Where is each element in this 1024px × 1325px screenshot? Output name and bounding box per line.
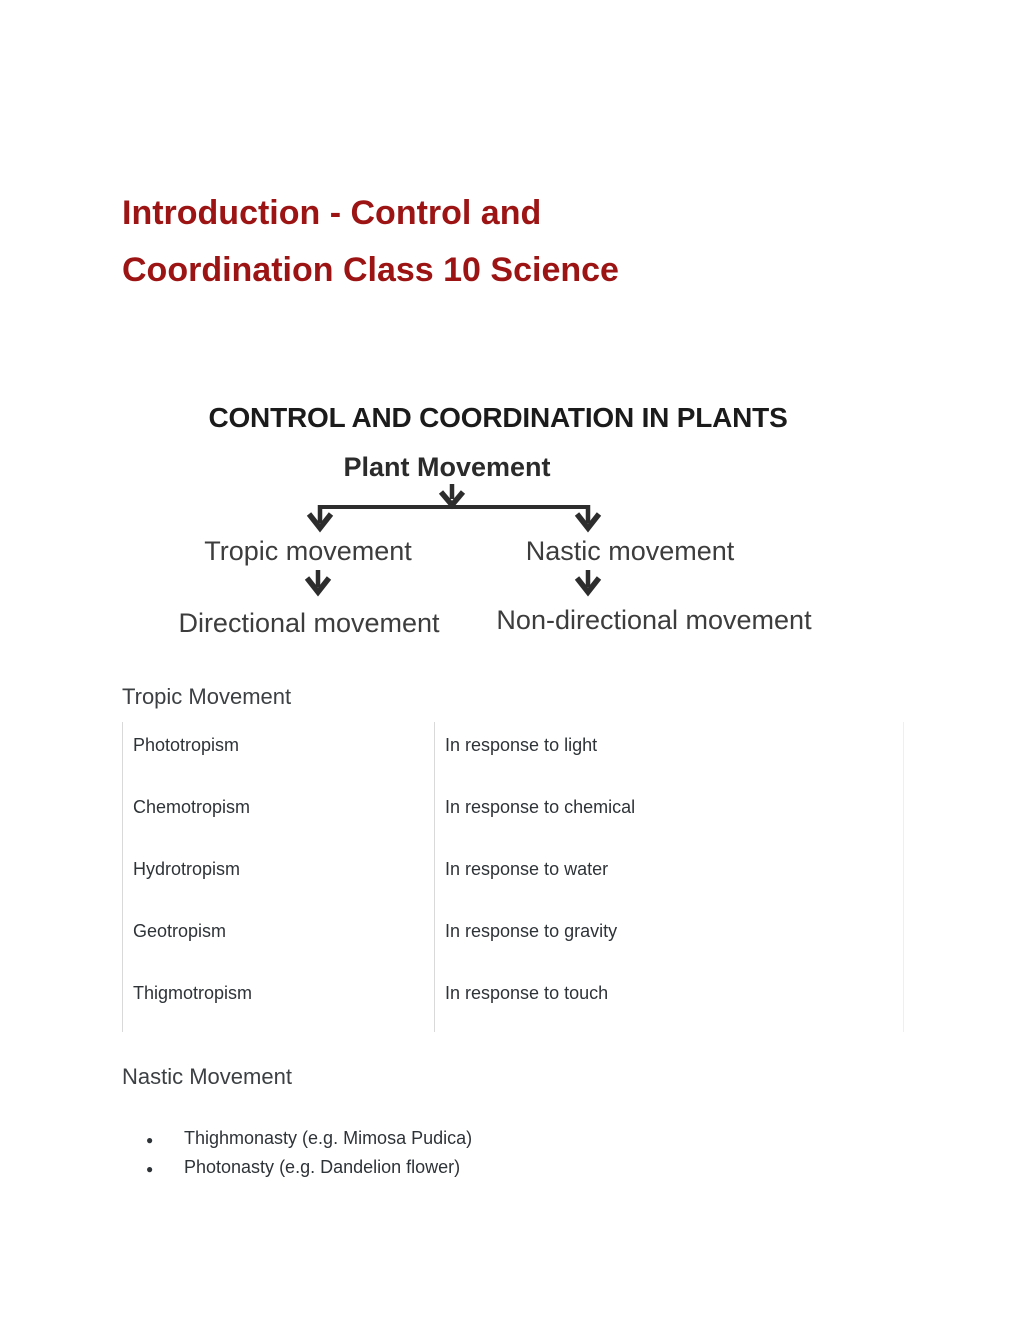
table-cell-term: Geotropism [133, 921, 227, 941]
bullet-icon [146, 1126, 184, 1155]
table-row [123, 908, 903, 970]
page-title-line-1: Introduction - Control and [122, 194, 542, 232]
table-row [123, 722, 903, 784]
table-row [123, 846, 903, 908]
list-item [146, 1153, 472, 1182]
table-cell-term: Thigmotropism [133, 983, 253, 1003]
diagram-node-non-directional: Non-directional movement [496, 605, 812, 635]
section-heading-tropic-movement: Tropic Movement [122, 684, 292, 709]
table-cell-term: Hydrotropism [133, 859, 241, 879]
nastic-movement-list [146, 1124, 472, 1182]
list-item-text: Photonasty (e.g. Dandelion flower) [184, 1157, 461, 1177]
bullet-icon [146, 1155, 184, 1184]
list-item-text: Thighmonasty (e.g. Mimosa Pudica) [184, 1128, 473, 1148]
diagram-root-node: Plant Movement [343, 452, 551, 482]
diagram-node-nastic: Nastic movement [525, 536, 735, 566]
table-cell-definition: In response to touch [434, 970, 903, 1032]
table-cell-term: Phototropism [133, 735, 240, 755]
tropic-movement-table [122, 722, 904, 1032]
table-row [123, 784, 903, 846]
table-cell-definition: In response to gravity [434, 908, 903, 970]
diagram-heading: CONTROL AND COORDINATION IN PLANTS [208, 402, 788, 433]
table-row [123, 970, 903, 1032]
table-cell-term: Chemotropism [133, 797, 251, 817]
page-title [122, 185, 619, 299]
list-item [146, 1124, 472, 1153]
table-cell-definition: In response to chemical [434, 784, 903, 846]
diagram-node-directional: Directional movement [178, 608, 440, 638]
table-cell-definition: In response to light [434, 722, 903, 784]
diagram-node-tropic: Tropic movement [204, 536, 412, 566]
page-title-line-2: Coordination Class 10 Science [122, 251, 619, 289]
table-cell-definition: In response to water [434, 846, 903, 908]
section-heading-nastic-movement: Nastic Movement [122, 1064, 292, 1089]
